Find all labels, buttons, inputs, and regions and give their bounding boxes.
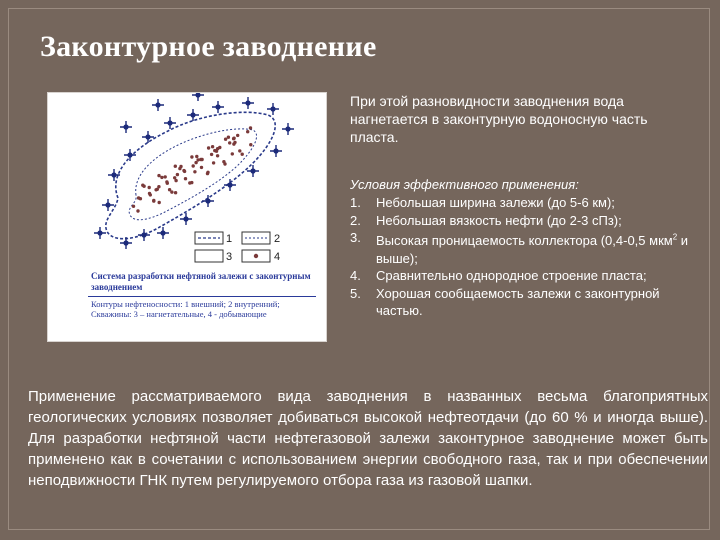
production-well-marker (200, 166, 203, 169)
production-well-marker (195, 155, 198, 158)
injection-well-marker (164, 117, 176, 129)
condition-item (350, 229, 690, 267)
production-well-marker (196, 158, 199, 161)
injection-well-marker (120, 121, 132, 133)
production-well-marker (218, 146, 221, 149)
reservoir-diagram (47, 92, 327, 342)
production-well-marker (192, 164, 195, 167)
production-well-marker (148, 186, 151, 189)
production-well-marker (249, 126, 252, 129)
production-well-marker (132, 205, 135, 208)
condition-item (350, 267, 690, 285)
outer-contour (106, 112, 275, 238)
body-paragraph: Применение рассматриваемого вида заводнения в названных весьма благоприятных геологических условиях позволяет добиваться высокой нефтеотдачи (до 60 % и иногда выше). Для разработки нефтяной части нефтегазовой залежи законтурное заводнение может быть применено как в сочетании с использованием энергии свободного газа, так и при обеспечении неподвижности ГНК путем регулируемого отбора газа из газовой шапки. (28, 388, 708, 489)
injection-well-marker (142, 131, 154, 143)
production-well-marker (190, 181, 193, 184)
injection-well-marker (108, 169, 120, 181)
injection-well-marker (192, 93, 204, 101)
production-well-marker (190, 155, 193, 158)
production-well-marker (249, 143, 252, 146)
condition-text: Хорошая сообщаемость залежи с законтурной частью. (376, 285, 660, 319)
production-well-marker (207, 146, 210, 149)
condition-text: Небольшая ширина залежи (до 5-6 км); (376, 195, 615, 210)
injection-well-marker (282, 123, 294, 135)
production-well-marker (241, 153, 244, 156)
slide-title: Законтурное заводнение (40, 30, 377, 63)
production-well-marker (211, 145, 214, 148)
legend-number-3: 3 (226, 251, 233, 263)
condition-text: Высокая проницаемость коллектора (0,4-0,5 мкм$^2$ и выше); (376, 233, 689, 266)
legend-injector-swatch (195, 250, 223, 262)
production-well-marker (164, 175, 167, 178)
legend-number-4: 4 (274, 251, 281, 263)
production-well-marker (224, 138, 227, 141)
production-well-marker (227, 136, 230, 139)
production-well-marker (212, 161, 215, 164)
production-well-marker (174, 179, 177, 182)
production-well-marker (176, 173, 179, 176)
figure-divider (88, 296, 316, 297)
injection-well-marker (212, 101, 224, 113)
production-well-marker (157, 174, 160, 177)
conditions-title: Условия эффективного применения: (350, 177, 579, 192)
condition-number: 3. (350, 230, 361, 245)
injection-well-marker (242, 97, 254, 109)
condition-text: Сравнительно однородное строение пласта; (376, 268, 647, 284)
production-well-marker (222, 160, 225, 163)
production-well-marker (174, 191, 177, 194)
figure-legend-line-2: Скважины: 3 – нагнетательные, 4 - добывающие (91, 309, 267, 319)
production-well-marker (194, 161, 197, 164)
production-well-marker (174, 165, 177, 168)
injection-well-marker (152, 99, 164, 111)
production-well-marker (178, 167, 181, 170)
condition-item (350, 194, 690, 212)
injection-well-marker (247, 165, 259, 177)
injection-well-marker (94, 227, 106, 239)
injection-well-marker (202, 195, 214, 207)
production-well-marker (160, 176, 163, 179)
figure-legend (91, 299, 316, 319)
legend-number-1: 1 (226, 233, 233, 245)
condition-text: Небольшая вязкость нефти (до 2-3 сПз); (376, 212, 622, 228)
production-well-marker (246, 130, 249, 133)
production-well-marker (157, 185, 160, 188)
production-well-marker (231, 152, 234, 155)
injection-well-marker (267, 103, 279, 115)
condition-number: 1. (350, 195, 361, 210)
conditions-list (350, 194, 690, 320)
legend-number-2: 2 (274, 233, 281, 245)
production-well-marker (216, 154, 219, 157)
figure-caption: Система разработки нефтяной залежи с законтурным заводнением (91, 271, 311, 292)
injection-well-marker (124, 149, 136, 161)
production-well-marker (142, 185, 145, 188)
production-well-marker (210, 153, 213, 156)
injection-well-marker (157, 227, 169, 239)
condition-item (350, 285, 690, 320)
condition-number: 5. (350, 285, 361, 301)
production-well-marker (136, 209, 139, 212)
condition-number: 4. (350, 268, 361, 284)
production-well-marker (200, 158, 203, 161)
production-well-marker (152, 199, 155, 202)
production-well-marker (232, 142, 235, 145)
injection-well-marker (138, 229, 150, 241)
production-well-marker (206, 171, 209, 174)
condition-number: 2. (350, 212, 361, 228)
production-well-marker (232, 137, 235, 140)
injection-well-marker (270, 145, 282, 157)
production-well-marker (166, 182, 169, 185)
condition-item (350, 212, 690, 230)
injection-well-marker (102, 199, 114, 211)
figure-legend-symbols (195, 232, 280, 263)
production-well-marker (139, 197, 142, 200)
production-well-marker (228, 141, 231, 144)
production-well-marker (193, 170, 196, 173)
intro-text: При этой разновидности заводнения вода нагнетается в законтурную водоносную часть пласта. (350, 93, 648, 145)
production-well-marker (183, 170, 186, 173)
production-well-marker (149, 193, 152, 196)
injection-well-marker (224, 179, 236, 191)
figure-legend-line-1: Контуры нефтеносности: 1 внешний; 2 внутренний; (91, 299, 280, 309)
production-well-marker (238, 149, 241, 152)
production-well-marker (168, 188, 171, 191)
production-well-marker (184, 177, 187, 180)
production-well-marker (215, 150, 218, 153)
production-well-marker (236, 134, 239, 137)
production-well-marker (158, 201, 161, 204)
